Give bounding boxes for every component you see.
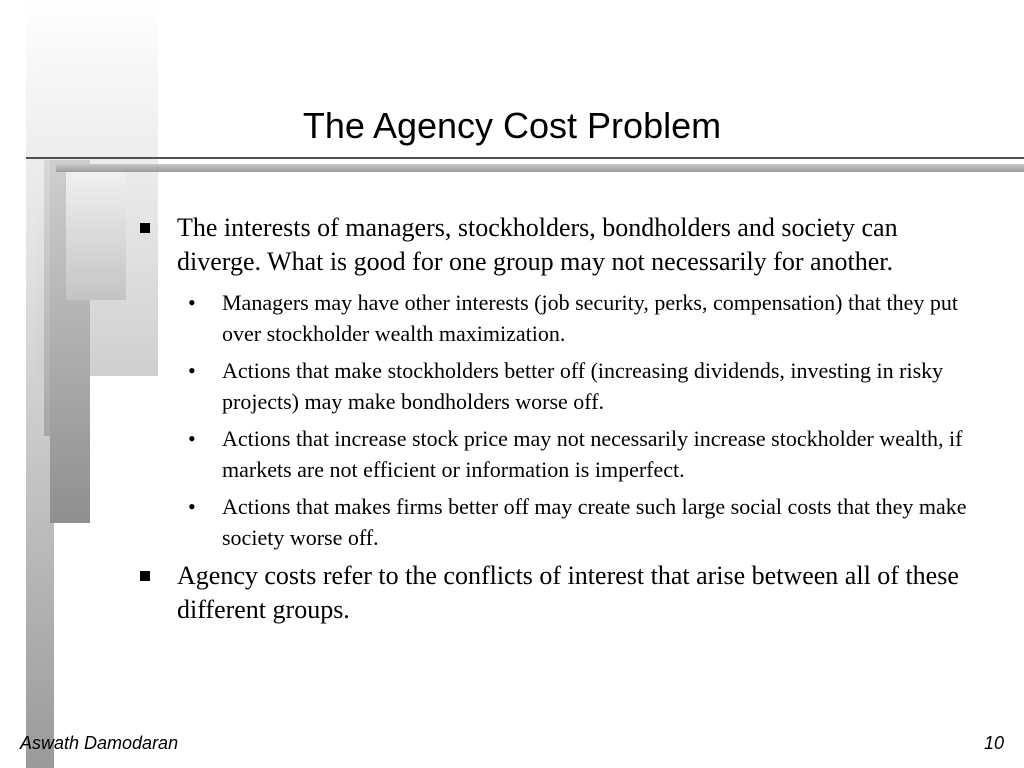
dot-bullet-icon: • (188, 290, 196, 315)
footer-author: Aswath Damodaran (20, 733, 179, 753)
sub-bullet-list (138, 287, 988, 553)
sub-bullet-item (138, 355, 988, 417)
dot-bullet-icon: • (188, 426, 196, 451)
dot-bullet-icon: • (188, 358, 196, 383)
title-divider-line (26, 157, 1024, 159)
title-divider-bar (56, 164, 1024, 172)
sub-bullet-item (138, 287, 988, 349)
slide-content (138, 211, 988, 635)
sub-bullet-text: Actions that increase stock price may not necessarily increase stockholder wealth, if markets are not efficient or information is imperfect. (222, 426, 963, 482)
slide-title: The Agency Cost Problem (302, 105, 722, 146)
bullet-text: The interests of managers, stockholders, bondholders and society can diverge. What is good for one group may not necessarily for another. (177, 213, 898, 276)
sub-bullet-text: Managers may have other interests (job security, perks, compensation) that they put over stockholder wealth maximization. (222, 290, 958, 346)
dot-bullet-icon: • (188, 494, 196, 519)
sub-bullet-item (138, 423, 988, 485)
square-bullet-icon (140, 571, 150, 581)
decorative-bar (66, 172, 126, 300)
bullet-item (138, 211, 988, 279)
sub-bullet-text: Actions that makes firms better off may create such large social costs that they make society worse off. (222, 494, 967, 550)
sub-bullet-item (138, 491, 988, 553)
sub-bullet-text: Actions that make stockholders better off (increasing dividends, investing in risky projects) may make bondholders worse off. (222, 358, 944, 414)
square-bullet-icon (140, 223, 150, 233)
bullet-item (138, 559, 988, 627)
bullet-text: Agency costs refer to the conflicts of interest that arise between all of these different groups. (177, 561, 959, 624)
page-number: 10 (983, 733, 1004, 753)
